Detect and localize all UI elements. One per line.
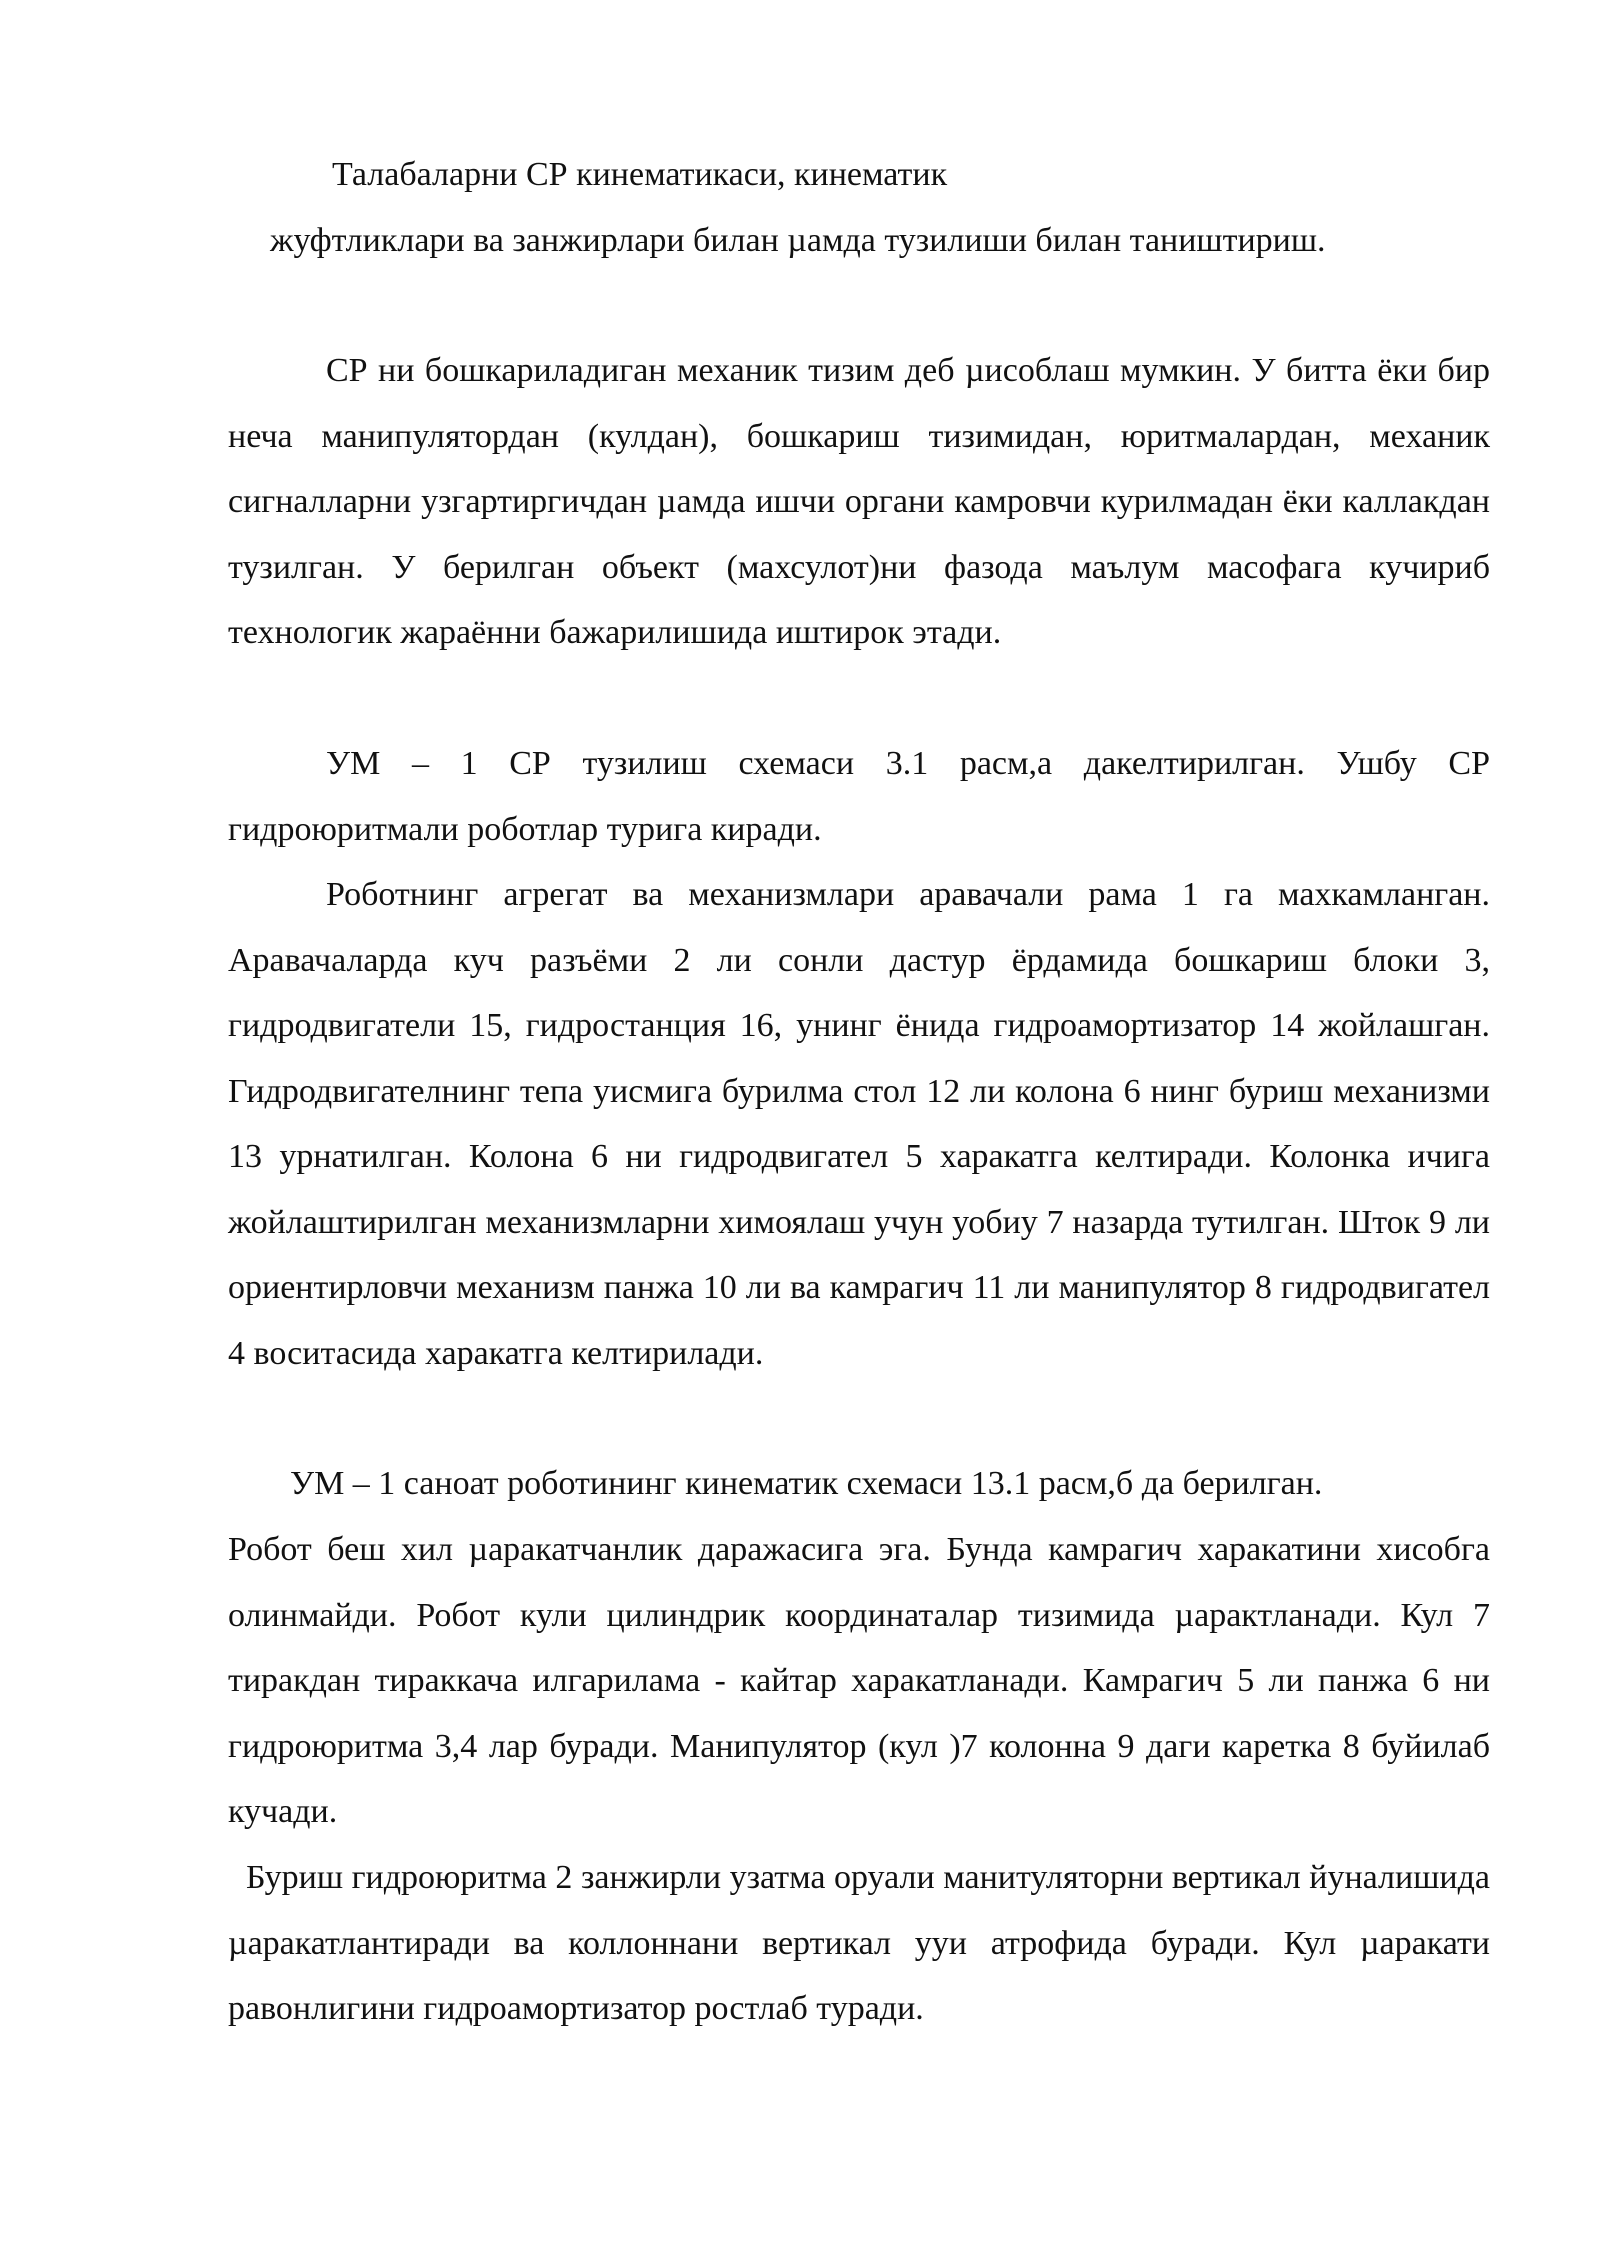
paragraph-p5-block (228, 1845, 1490, 2042)
paragraph-p2: УМ – 1 СР тузилиш схемаси 3.1 расм,а дакелтирилган. Ушбу СР гидроюритмали роботлар турига киради. (228, 745, 1490, 848)
heading-line-1: Талабаларни СР кинематикаси, кинематик (332, 156, 948, 193)
paragraph-p4-first-block (228, 1451, 1490, 1517)
paragraph-p2-block (228, 731, 1490, 862)
paragraph-p4-first-line: УМ – 1 саноат роботининг кинематик схемаси 13.1 расм,б да берилган. (290, 1465, 1323, 1502)
paragraph-p4-rest-block (228, 1517, 1490, 1845)
paragraph-p1: СР ни бошкариладиган механик тизим деб µисоблаш мумкин. У битта ёки бир неча манипулятордан (кулдан), бошкариш тизимидан, юритмалардан, механик сигналларни узгартиргичдан µамда ишчи органи камровчи курилмадан ёки каллакдан тузилган. У берилган объект (махсулот)ни фазода маълум масофага кучириб технологик жараённи бажарилишида иштирок этади. (228, 352, 1490, 651)
paragraph-p1-block (228, 338, 1490, 666)
paragraph-p3-block (228, 862, 1490, 1386)
heading-line-2: жуфтликлари ва занжирлари билан µамда тузилиши билан таништириш. (270, 222, 1326, 259)
paragraph-p3: Роботнинг агрегат ва механизмлари аравачали рама 1 га махкамланган. Аравачаларда куч разъёми 2 ли сонли дастур ёрдамида бошкариш блоки 3, гидродвигатели 15, гидростанция 16, унинг ёнида гидроамортизатор 14 жойлашган. Гидродвигателнинг тепа уисмига бурилма стол 12 ли колона 6 нинг буриш механизми 13 урнатилган. Колона 6 ни гидродвигател 5 харакатга келтиради. Колонка ичига жойлаштирилган механизмларни химоялаш учун уобиу 7 назарда тутилган. Шток 9 ли ориентирловчи механизм панжа 10 ли ва камрагич 11 ли манипулятор 8 гидродвигател 4 воситасида харакатга келтирилади. (228, 876, 1490, 1372)
paragraph-p5: Буриш гидроюритма 2 занжирли узатма оруали манитуляторни вертикал йуналишида µаракатлантиради ва коллоннани вертикал ууи атрофида буради. Кул µаракати равонлигини гидроамортизатор ростлаб туради. (228, 1859, 1490, 2027)
paragraph-p4-rest: Робот беш хил µаракатчанлик даражасига эга. Бунда камрагич харакатини хисобга олинмайди. Робот кули цилиндрик координаталар тизимида µарактланади. Кул 7 тиракдан тираккача илгарилама - кайтар харакатланади. Камрагич 5 ли панжа 6 ни гидроюритма 3,4 лар буради. Манипулятор (кул )7 колонна 9 даги каретка 8 буйилаб кучади. (228, 1531, 1490, 1830)
